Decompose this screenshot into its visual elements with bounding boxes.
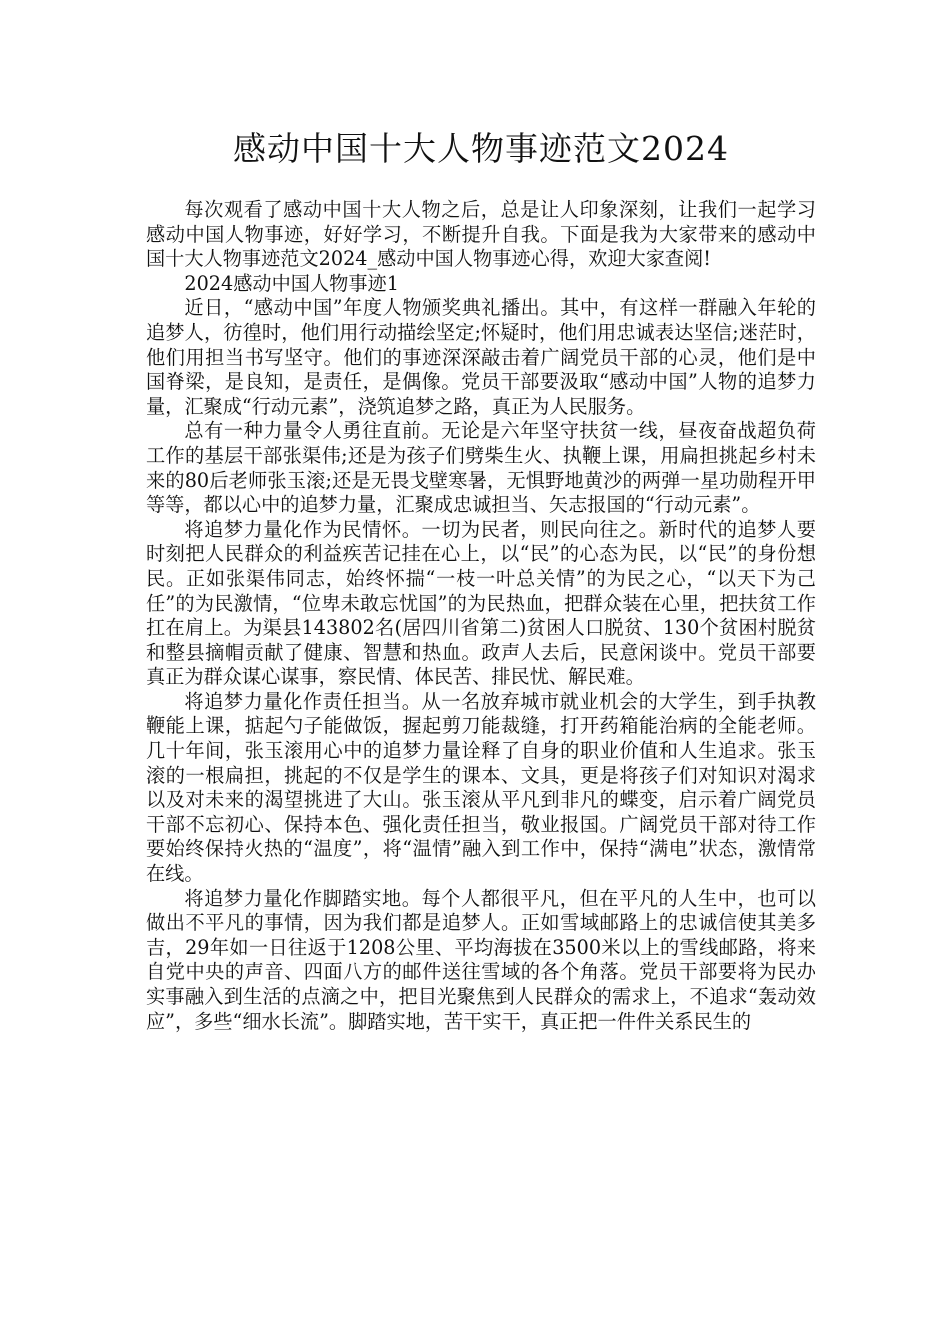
body-paragraph: 总有一种力量令人勇往直前。无论是六年坚守扶贫一线，昼夜奋战超负荷工作的基层干部张渠伟;还是为孩子们劈柴生火、执鞭上课，用扁担挑起乡村未来的80后老师张玉滚;还是无畏戈壁寒暑，无惧野地黄沙的两弹一星功勋程开甲等等，都以心中的追梦力量，汇聚成忠诚担当、矢志报国的“行动元素”。 [146, 419, 816, 517]
document-title: 感动中国十大人物事迹范文2024 [233, 129, 729, 168]
section-heading: 2024感动中国人物事迹1 [184, 271, 399, 295]
intro-paragraph: 每次观看了感动中国十大人物之后，总是让人印象深刻，让我们一起学习感动中国人物事迹，好好学习，不断提升自我。下面是我为大家带来的感动中国十大人物事迹范文2024_感动中国人物事迹心得，欢迎大家查阅! [146, 198, 816, 271]
document-page [146, 126, 816, 1034]
body-paragraph: 将追梦力量化作为民情怀。一切为民者，则民向往之。新时代的追梦人要时刻把人民群众的利益疾苦记挂在心上，以“民”的心态为民，以“民”的身份想民。正如张渠伟同志，始终怀揣“一枝一叶总关情”的为民之心，“以天下为己任”的为民激情，“位卑未敢忘忧国”的为民热血，把群众装在心里，把扶贫工作扛在肩上。为渠县143802名(居四川省第二)贫困人口脱贫、130个贫困村脱贫和整县摘帽贡献了健康、智慧和热血。政声人去后，民意闲谈中。党员干部要真正为群众谋心谋事，察民情、体民苦、排民忧、解民难。 [146, 517, 816, 689]
body-paragraph: 将追梦力量化作脚踏实地。每个人都很平凡，但在平凡的人生中，也可以做出不平凡的事情，因为我们都是追梦人。正如雪域邮路上的忠诚信使其美多吉，29年如一日往返于1208公里、平均海拔在3500米以上的雪线邮路，将来自党中央的声音、四面八方的邮件送往雪域的各个角落。党员干部要将为民办实事融入到生活的点滴之中，把目光聚焦到人民群众的需求上，不追求“轰动效应”，多些“细水长流”。脚踏实地，苦干实干，真正把一件件关系民生的 [146, 886, 816, 1033]
body-paragraph: 近日，“感动中国”年度人物颁奖典礼播出。其中，有这样一群融入年轮的追梦人，彷徨时，他们用行动描绘坚定;怀疑时，他们用忠诚表达坚信;迷茫时，他们用担当书写坚守。他们的事迹深深敲击着广阔党员干部的心灵，他们是中国脊梁，是良知，是责任，是偶像。党员干部要汲取“感动中国”人物的追梦力量，汇聚成“行动元素”，浇筑追梦之路，真正为人民服务。 [146, 296, 816, 418]
body-paragraph: 将追梦力量化作责任担当。从一名放弃城市就业机会的大学生，到手执教鞭能上课，掂起勺子能做饭，握起剪刀能裁缝，打开药箱能治病的全能老师。几十年间，张玉滚用心中的追梦力量诠释了自身的职业价值和人生追求。张玉滚的一根扁担，挑起的不仅是学生的课本、文具，更是将孩子们对知识对渴求以及对未来的渴望挑进了大山。张玉滚从平凡到非凡的蝶变，启示着广阔党员干部不忘初心、保持本色、强化责任担当，敬业报国。广阔党员干部对待工作要始终保持火热的“温度”，将“温情”融入到工作中，保持“满电”状态，激情常在线。 [146, 689, 816, 886]
